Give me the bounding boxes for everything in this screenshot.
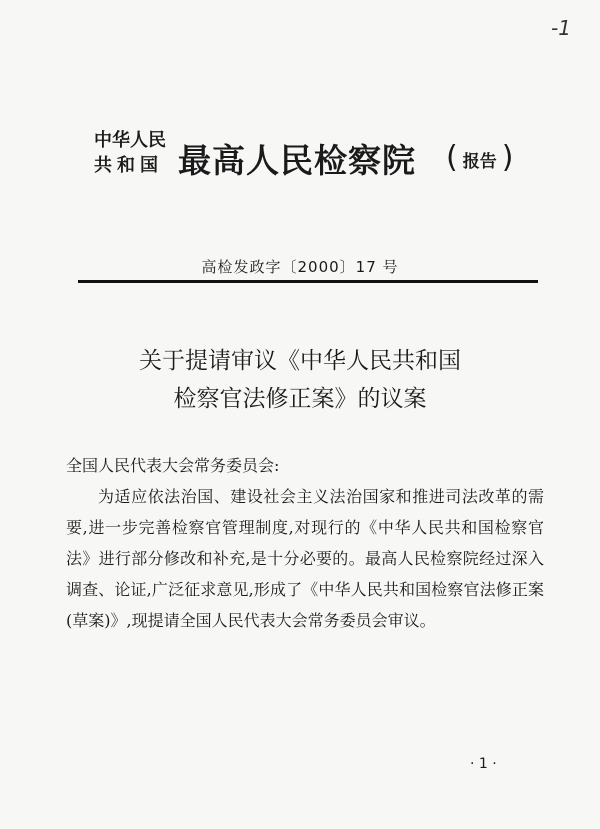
corner-annotation: -1 xyxy=(551,16,571,40)
document-number: 高检发政字〔2000〕17 号 xyxy=(201,258,399,276)
note-open-paren: ( xyxy=(446,140,458,175)
document-type-note xyxy=(446,140,513,175)
salutation: 全国人民代表大会常务委员会: xyxy=(66,456,280,475)
title-line1: 关于提请审议《中华人民共和国 xyxy=(139,348,461,374)
masthead xyxy=(94,128,534,184)
country-name-line1: 中华人民 xyxy=(94,130,166,151)
document-body xyxy=(66,450,544,636)
body-paragraph: 为适应依法治国、建设社会主义法治国家和推进司法改革的需要,进一步完善检察官管理制度,对现行的《中华人民共和国检察官法》进行部分修改和补充,是十分必要的。最高人民检察院经过深入调查、论证,广泛征求意见,形成了《中华人民共和国检察官法修正案(草案)》,现提请全国人民代表大会常务委员会审议。 xyxy=(66,487,544,630)
page-number: · 1 · xyxy=(470,756,497,772)
header-divider xyxy=(78,280,538,283)
country-name-line2: 共和国 xyxy=(94,155,163,176)
title-line2: 检察官法修正案》的议案 xyxy=(173,386,427,412)
document-title xyxy=(0,342,600,418)
note-close-paren: ) xyxy=(501,140,514,175)
country-name xyxy=(94,128,170,178)
note-text: 报告 xyxy=(462,152,497,172)
organization-name: 最高人民检察院 xyxy=(178,141,416,180)
